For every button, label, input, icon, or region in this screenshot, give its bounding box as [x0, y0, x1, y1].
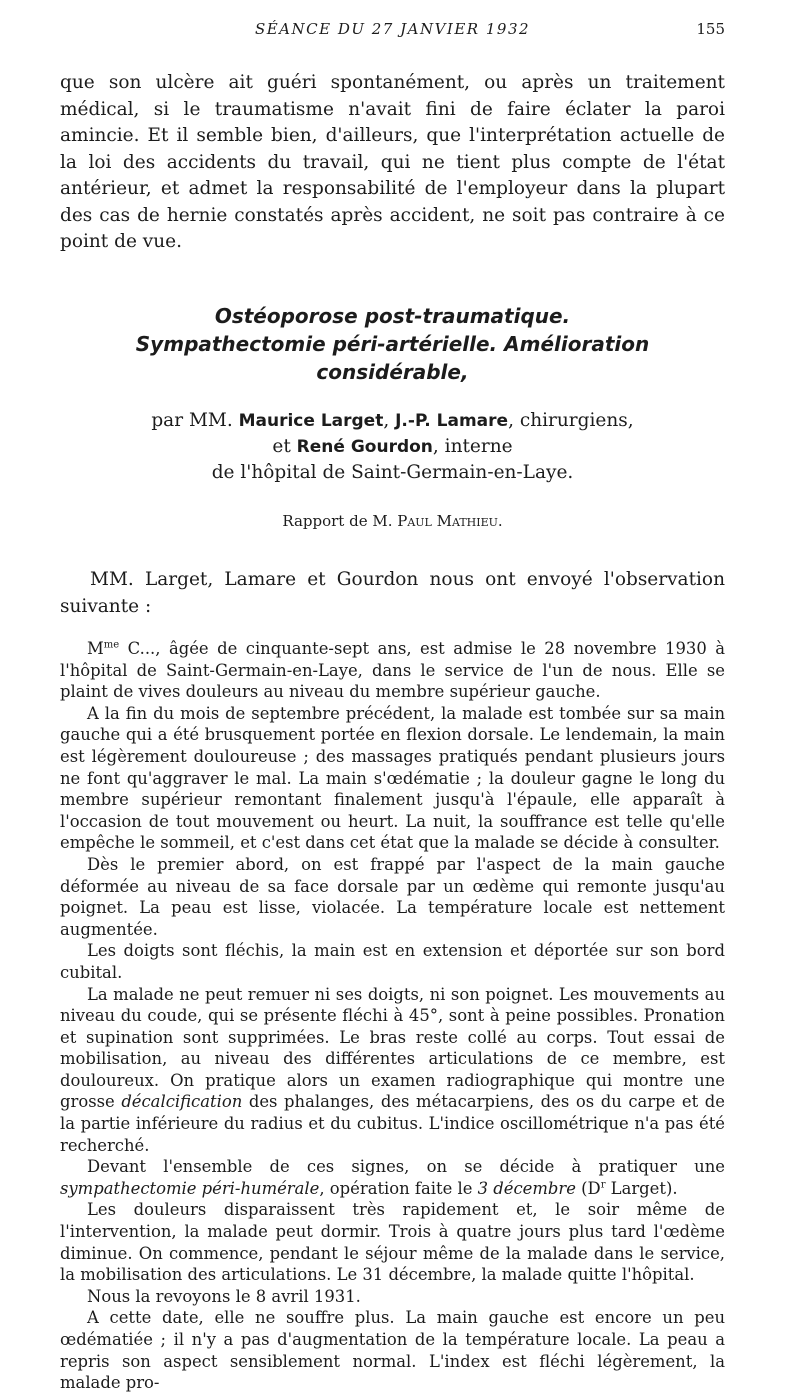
- lead-paragraph: MM. Larget, Lamare et Gourdon nous ont envoyé l'observation suivante :: [60, 568, 725, 617]
- author-name: J.-P. Lamare: [395, 410, 509, 431]
- paragraph: Nous la revoyons le 8 avril 1931.: [87, 1286, 361, 1306]
- paragraph: La malade ne peut remuer ni ses doigts, ni son poignet. Les mouvements au niveau du coude, qui se présente fléchi à 45°, sont à peine possibles. Pronation et supination sont supprimées. Le bras reste collé au corps. Tout essai de mobilisation, au niveau des différentes articulations de ce membre, est douloureux. On pratique alors un examen radiographique qui montre une grosse décalcification des phalanges, des métacarpiens, des os du carpe et de la partie inférieure du radius et du cubitus. L'indice oscillométrique n'a pas été recherché.: [60, 984, 725, 1155]
- paragraph: A la fin du mois de septembre précédent, la malade est tombée sur sa main gauche qui a été brusquement portée en flexion dorsale. Le lendemain, la main est légèrement douloureuse ; des massages pratiqués pendant plusieurs jours ne font qu'aggraver le mal. La main s'œdématie ; la douleur gagne le long du membre supérieur remontant finalement jusqu'à l'épaule, elle apparaît à l'occasion de tout mouvement ou heurt. La nuit, la souffrance est telle qu'elle empêche le sommeil, et c'est dans cet état que la malade se décide à consulter.: [60, 703, 725, 853]
- report-byline: Rapport de M. Paul Mathieu.: [282, 511, 503, 530]
- author-name: René Gourdon: [296, 436, 433, 457]
- paragraph: $M^{me}$ C..., âgée de cinquante-sept ans, est admise le 28 novembre 1930 à l'hôpital de Saint-Germain-en-Laye, dans le service de l'un de nous. Elle se plaint de vives douleurs au niveau du membre supérieur gauche.: [60, 639, 725, 702]
- running-title: SÉANCE DU 27 JANVIER 1932: [254, 20, 531, 38]
- paragraph: A cette date, elle ne souffre plus. La main gauche est encore un peu œdématiée ; il n'y a pas d'augmentation de la température locale. La peau a repris son aspect sensiblement normal. L'index est fléchi légèrement, la malade pro-: [60, 1308, 725, 1393]
- author-affiliation: de l'hôpital de Saint-Germain-en-Laye.: [211, 461, 574, 483]
- paragraph: Dès le premier abord, on est frappé par l'aspect de la main gauche déformée au niveau de sa face dorsale par un œdème qui remonte jusqu'au poignet. La peau est lisse, violacée. La température locale est nettement augmentée.: [60, 854, 725, 939]
- reporter-name: Paul Mathieu: [397, 511, 498, 530]
- running-header: [60, 20, 725, 50]
- author-line-2: et René Gourdon, interne: [272, 435, 513, 457]
- author-line-1: par MM. Maurice Larget, J.-P. Lamare, chirurgiens,: [151, 409, 634, 431]
- article-title-line-2: Sympathectomie péri-artérielle. Amélioration considérable,: [135, 331, 650, 384]
- paragraph: Les doigts sont fléchis, la main est en extension et déportée sur son bord cubital.: [60, 941, 725, 982]
- article-title-line-1: Ostéoporose post-traumatique.: [214, 303, 571, 328]
- continued-paragraph: que son ulcère ait guéri spontanément, ou après un traitement médical, si le traumatisme n'avait fini de faire éclater la paroi amincie. Et il semble bien, d'ailleurs, que l'interprétation actuelle de la loi des accidents du travail, qui ne tient plus compte de l'état antérieur, et admet la responsabilité de l'employeur dans la plupart des cas de hernie constatés après accident, ne soit pas contraire à ce point de vue.: [60, 72, 725, 252]
- page-number: 155: [696, 20, 725, 38]
- author-name: Maurice Larget: [238, 410, 384, 431]
- author-block: [60, 408, 725, 486]
- paragraph: Devant l'ensemble de ces signes, on se décide à pratiquer une sympathectomie péri-humérale, opération faite le 3 décembre ($D^r$ Larget).: [60, 1157, 725, 1198]
- journal-page: [60, 20, 725, 1394]
- observation-text: [60, 638, 725, 1394]
- article-title: [60, 302, 725, 386]
- paragraph: Les douleurs disparaissent très rapidement et, le soir même de l'intervention, la malade peut dormir. Trois à quatre jours plus tard l'œdème diminue. On commence, pendant le séjour même de la malade dans le service, la mobilisation des articulations. Le 31 décembre, la malade quitte l'hôpital.: [60, 1200, 725, 1285]
